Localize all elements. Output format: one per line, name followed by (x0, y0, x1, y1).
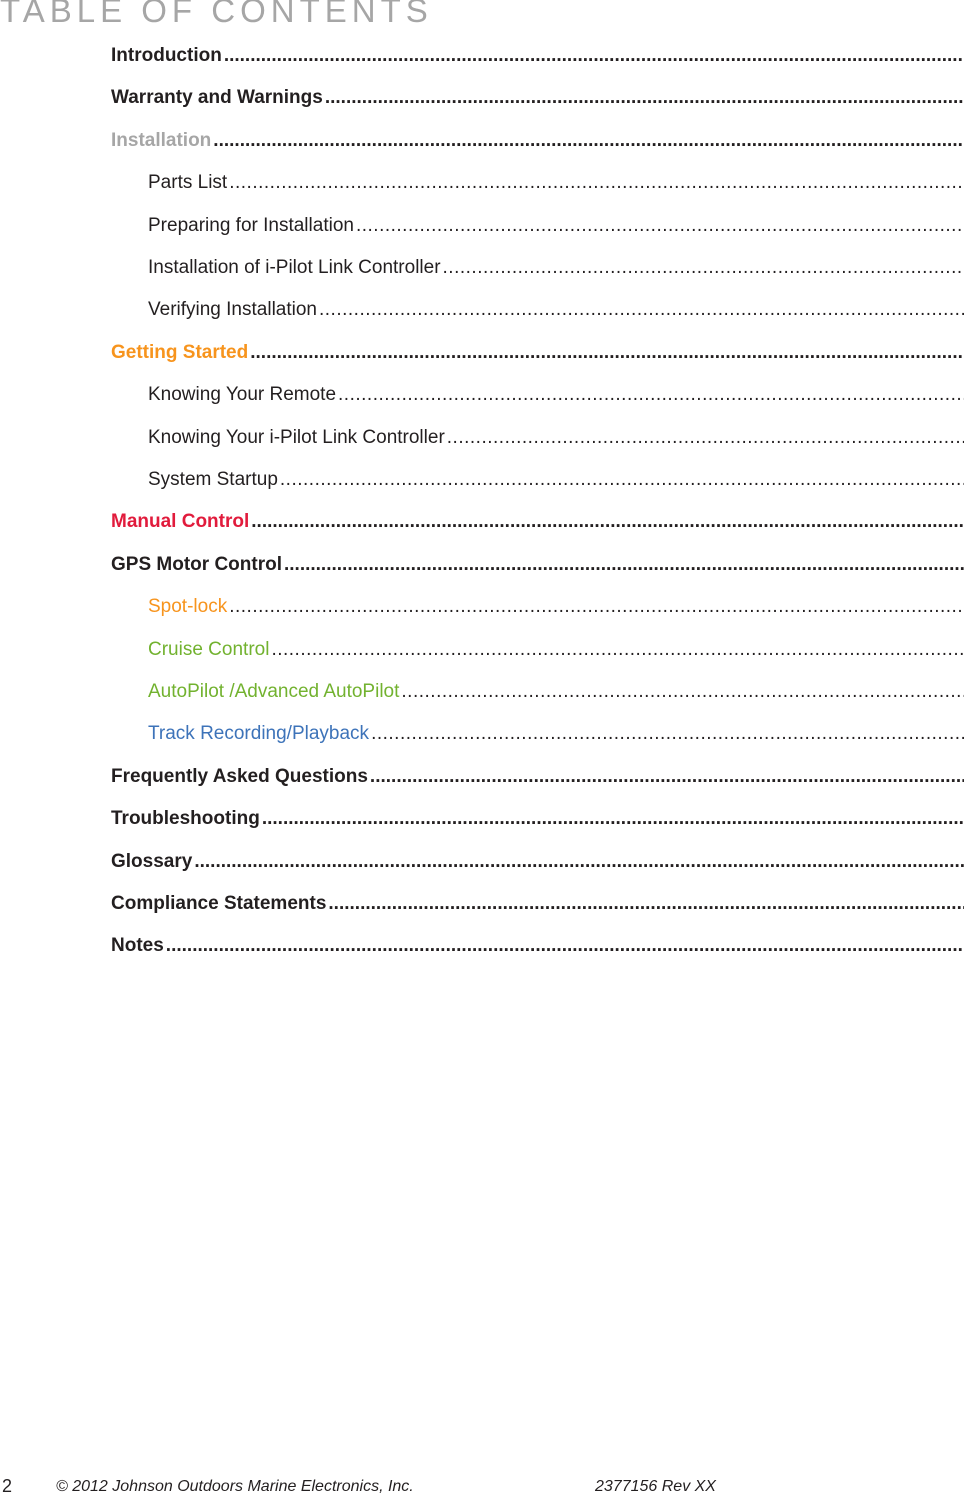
toc-entry[interactable] (111, 801, 964, 831)
toc-entry-label: Preparing for Installation (148, 214, 354, 236)
toc-entry[interactable] (148, 674, 964, 704)
toc-entry[interactable] (111, 886, 964, 916)
toc-entry[interactable] (111, 928, 964, 958)
toc-entry-label: Spot-lock (148, 596, 228, 618)
toc-entry[interactable] (148, 632, 964, 662)
toc-entry[interactable] (111, 80, 964, 110)
toc-entry[interactable] (111, 844, 964, 874)
toc-entry[interactable] (111, 547, 964, 577)
toc-entry[interactable] (148, 462, 964, 492)
toc-entry-label: AutoPilot /Advanced AutoPilot (148, 681, 400, 702)
toc-entry[interactable] (148, 250, 964, 280)
toc-entry-label: Cruise Control (148, 638, 270, 660)
dot-leader (166, 934, 964, 958)
dot-leader (250, 341, 964, 365)
toc-entry-label: Getting Started (111, 341, 249, 363)
toc-entry-label: Frequently Asked Questions (111, 765, 368, 787)
toc-entry[interactable] (148, 420, 964, 450)
toc-entry[interactable] (111, 759, 964, 789)
toc-entry-label: Notes (111, 935, 164, 957)
toc-entry[interactable] (111, 123, 964, 153)
dot-leader (271, 638, 964, 662)
toc-entry[interactable] (111, 38, 964, 68)
dot-leader (224, 44, 964, 68)
toc-entry-label: Installation of i-Pilot Link Controller (148, 257, 441, 278)
dot-leader (229, 595, 964, 619)
toc-entry-label: System Startup (148, 469, 278, 490)
toc-entry-label: GPS Motor Control (111, 553, 282, 575)
dot-leader (251, 510, 964, 534)
dot-leader (443, 256, 964, 280)
dot-leader (229, 171, 964, 195)
toc-entry-label: Manual Control (111, 511, 250, 533)
document-revision: 2377156 Rev XX (595, 1478, 716, 1495)
toc-entry[interactable] (148, 716, 964, 746)
toc-entry[interactable] (148, 377, 964, 407)
dot-leader (370, 765, 964, 789)
toc-entry-label: Knowing Your Remote (148, 384, 337, 406)
toc-entry-label: Troubleshooting (111, 808, 260, 830)
dot-leader (262, 807, 964, 831)
dot-leader (325, 86, 964, 110)
dot-leader (356, 214, 964, 238)
dot-leader (328, 892, 964, 916)
toc-entry[interactable] (111, 335, 964, 365)
dot-leader (338, 383, 964, 407)
toc-entry-label: Installation (111, 129, 212, 151)
dot-leader (213, 129, 964, 153)
toc-entry-label: Parts List (148, 172, 228, 194)
dot-leader (284, 553, 964, 577)
toc-entry-label: Glossary (111, 850, 193, 872)
toc-entry-label: Compliance Statements (111, 893, 327, 914)
toc-entry-label: Track Recording/Playback (148, 723, 370, 745)
toc-entry[interactable] (148, 165, 964, 195)
toc-entry-label: Introduction (111, 45, 222, 66)
dot-leader (194, 850, 964, 874)
toc-entry[interactable] (148, 589, 964, 619)
toc-entry[interactable] (148, 292, 964, 322)
page-number: 2 (2, 1476, 13, 1496)
toc-entry[interactable] (148, 208, 964, 238)
dot-leader (319, 298, 964, 322)
toc-entry-label: Verifying Installation (148, 299, 317, 321)
dot-leader (401, 680, 964, 704)
dot-leader (447, 426, 964, 450)
copyright-notice: © 2012 Johnson Outdoors Marine Electronics, Inc. (56, 1478, 414, 1495)
page-title: TABLE OF CONTENTS (0, 0, 433, 29)
dot-leader (371, 722, 964, 746)
toc-entry-label: Warranty and Warnings (111, 87, 323, 109)
dot-leader (280, 468, 964, 492)
toc-entry[interactable] (111, 504, 964, 534)
toc-entry-label: Knowing Your i-Pilot Link Controller (148, 426, 445, 448)
